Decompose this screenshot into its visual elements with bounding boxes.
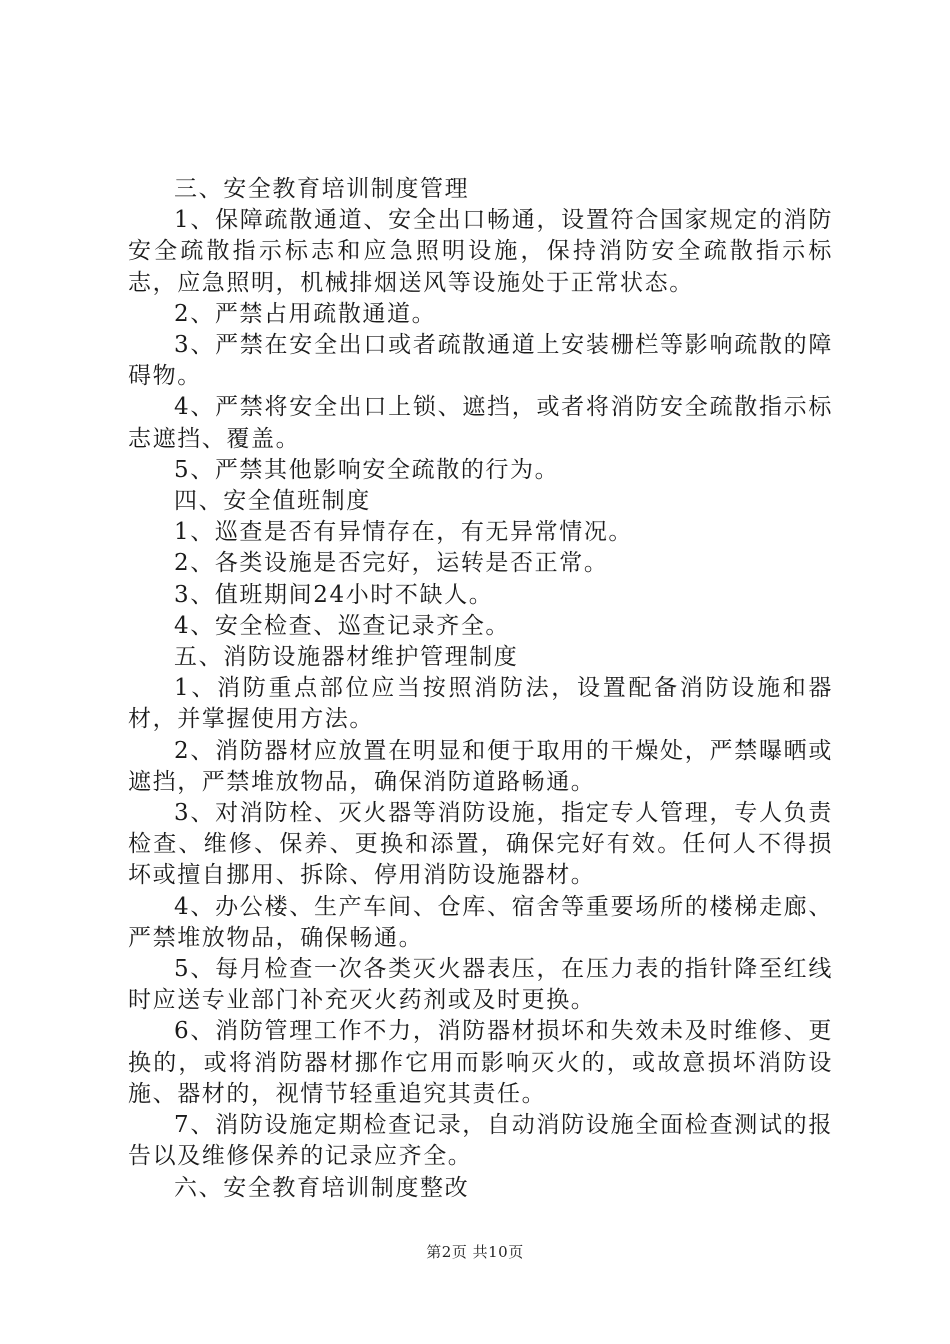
- paragraph-item: 1、巡查是否有异情存在，有无异常情况。: [174, 519, 634, 546]
- section-heading-6: 六、安全教育培训制度整改: [174, 1174, 470, 1201]
- paragraph-item: 2、各类设施是否完好，运转是否正常。: [174, 550, 609, 577]
- paragraph-item: 4、安全检查、巡查记录齐全。: [174, 612, 511, 639]
- section-heading-5: 五、消防设施器材维护管理制度: [174, 644, 519, 671]
- document-body: [128, 174, 833, 1204]
- paragraph-item: 5、严禁其他影响安全疏散的行为。: [174, 456, 560, 483]
- section-heading-4: 四、安全值班制度: [174, 488, 371, 515]
- paragraph-item: 3、对消防栓、灭火器等消防设施，指定专人管理，专人负责检查、维修、保养、更换和添置，确保完好有效。任何人不得损坏或擅自挪用、拆除、停用消防设施器材。: [128, 800, 833, 889]
- paragraph-item: 5、每月检查一次各类灭火器表压，在压力表的指针降至红线时应送专业部门补充灭火药剂或及时更换。: [128, 956, 833, 1014]
- paragraph-item: 7、消防设施定期检查记录，自动消防设施全面检查测试的报告以及维修保养的记录应齐全。: [128, 1112, 833, 1170]
- paragraph-item: 3、值班期间24小时不缺人。: [174, 581, 494, 608]
- paragraph-item: 2、消防器材应放置在明显和便于取用的干燥处，严禁曝晒或遮挡，严禁堆放物品，确保消防道路畅通。: [128, 737, 833, 795]
- paragraph-item: 3、严禁在安全出口或者疏散通道上安装栅栏等影响疏散的障碍物。: [128, 332, 833, 390]
- paragraph-item: 4、办公楼、生产车间、仓库、宿舍等重要场所的楼梯走廊、严禁堆放物品，确保畅通。: [128, 893, 833, 951]
- paragraph-item: 6、消防管理工作不力，消防器材损坏和失效未及时维修、更换的，或将消防器材挪作它用而影响灭火的，或故意损坏消防设施、器材的，视情节轻重追究其责任。: [128, 1018, 833, 1107]
- paragraph-item: 1、消防重点部位应当按照消防法，设置配备消防设施和器材，并掌握使用方法。: [128, 675, 833, 733]
- paragraph-item: 4、严禁将安全出口上锁、遮挡，或者将消防安全疏散指示标志遮挡、覆盖。: [128, 394, 833, 452]
- paragraph-item: 2、严禁占用疏散通道。: [174, 300, 437, 327]
- page-number-footer: 第2页 共10页: [426, 1243, 524, 1261]
- paragraph-item: 1、保障疏散通道、安全出口畅通，设置符合国家规定的消防安全疏散指示标志和应急照明设施，保持消防安全疏散指示标志，应急照明，机械排烟送风等设施处于正常状态。: [128, 207, 833, 296]
- section-heading-3: 三、安全教育培训制度管理: [174, 176, 470, 202]
